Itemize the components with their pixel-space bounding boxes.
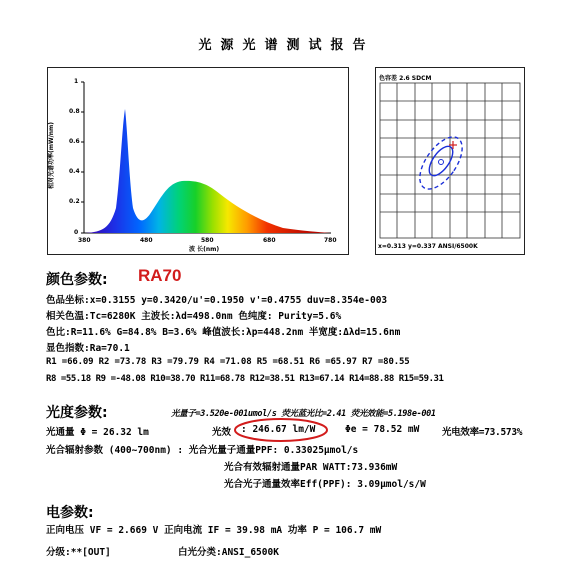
y-tick-label: 0.8 bbox=[69, 108, 80, 115]
photometric-heading: 光度参数: bbox=[46, 405, 108, 421]
luminous-flux: 光通量 Φ = 26.32 lm bbox=[46, 427, 149, 438]
ppf-efficiency-line: 光合光子通量效率Eff(PPF): 3.09μmol/s/W bbox=[224, 479, 426, 490]
report-title: 光源光谱测试报告 bbox=[198, 38, 375, 53]
y-tick-label: 0 bbox=[74, 229, 79, 236]
r-values-line-2: R8 =55.18 R9 =-48.08 R10=38.70 R11=68.78 R12=38.51 R13=67.14 R14=88.88 R15=59.31 bbox=[46, 374, 444, 384]
white-light-class: 白光分类:ANSI_6500K bbox=[178, 547, 279, 558]
y-tick-label: 0.2 bbox=[69, 198, 80, 205]
ra-highlight: RA70 bbox=[138, 266, 182, 285]
efficacy-label: 光效 bbox=[212, 427, 232, 438]
efficacy-highlight-circle bbox=[233, 417, 329, 443]
x-tick-label: 580 bbox=[201, 237, 214, 244]
quantum-line: 光量子=3.520e-001umol/s 荧光蓝光比=2.41 荧光效能=5.198e-001 bbox=[171, 409, 436, 419]
electrical-heading: 电参数: bbox=[46, 505, 94, 521]
electrical-line: 正向电压 VF = 2.669 V 正向电流 IF = 39.98 mA 功率 P = 106.7 mW bbox=[46, 525, 382, 536]
chromaticity-line: 色品坐标:x=0.3155 y=0.3420/u'=0.1950 v'=0.4755 duv=8.354e-003 bbox=[46, 295, 388, 306]
x-tick-label: 380 bbox=[78, 237, 91, 244]
y-tick-label: 0.6 bbox=[69, 138, 80, 145]
efficacy-value: : 246.67 lm/W bbox=[241, 424, 316, 435]
chromaticity-coordinates: x=0.313 y=0.337 ANSI/6500K bbox=[378, 243, 478, 250]
cct-line: 相关色温:Tc=6280K 主波长:λd=498.0nm 色纯度: Purity=5.6% bbox=[46, 311, 342, 322]
chromaticity-panel bbox=[375, 67, 525, 255]
x-tick-label: 680 bbox=[263, 237, 276, 244]
y-tick-label: 0.4 bbox=[69, 168, 80, 175]
radiant-power: Φe = 78.52 mW bbox=[345, 424, 420, 435]
classification: 分级:**[OUT] bbox=[46, 547, 111, 558]
r-values-line-1: R1 =66.09 R2 =73.78 R3 =79.79 R4 =71.08 R5 =68.51 R6 =65.97 R7 =80.55 bbox=[46, 357, 410, 367]
spectrum-chart bbox=[48, 68, 348, 254]
y-tick-label: 1 bbox=[74, 78, 79, 85]
color-params-heading: 颜色参数: bbox=[46, 272, 108, 288]
x-axis-label: 波 长(nm) bbox=[189, 246, 220, 253]
cri-line: 显色指数:Ra=70.1 bbox=[46, 343, 130, 354]
par-watt-line: 光合有效辐射通量PAR WATT:73.936mW bbox=[224, 462, 398, 473]
color-tolerance-label: 色容差 2.6 SDCM bbox=[379, 75, 432, 82]
x-tick-label: 480 bbox=[140, 237, 153, 244]
color-ratio-line: 色比:R=11.6% G=84.8% B=3.6% 峰值波长:λp=448.2nm 半宽度:Δλd=15.6nm bbox=[46, 327, 401, 338]
x-tick-label: 780 bbox=[324, 237, 337, 244]
efficiency: 光电效率=73.573% bbox=[442, 427, 523, 438]
spectrum-chart-panel bbox=[47, 67, 349, 255]
radiant-params-line: 光合辐射参数 (400~700nm) : 光合光量子通量PPF: 0.33025μmol/s bbox=[46, 445, 359, 456]
chromaticity-diagram bbox=[376, 68, 524, 254]
y-axis-label: 相对光谱功率(mW/nm) bbox=[48, 121, 56, 190]
